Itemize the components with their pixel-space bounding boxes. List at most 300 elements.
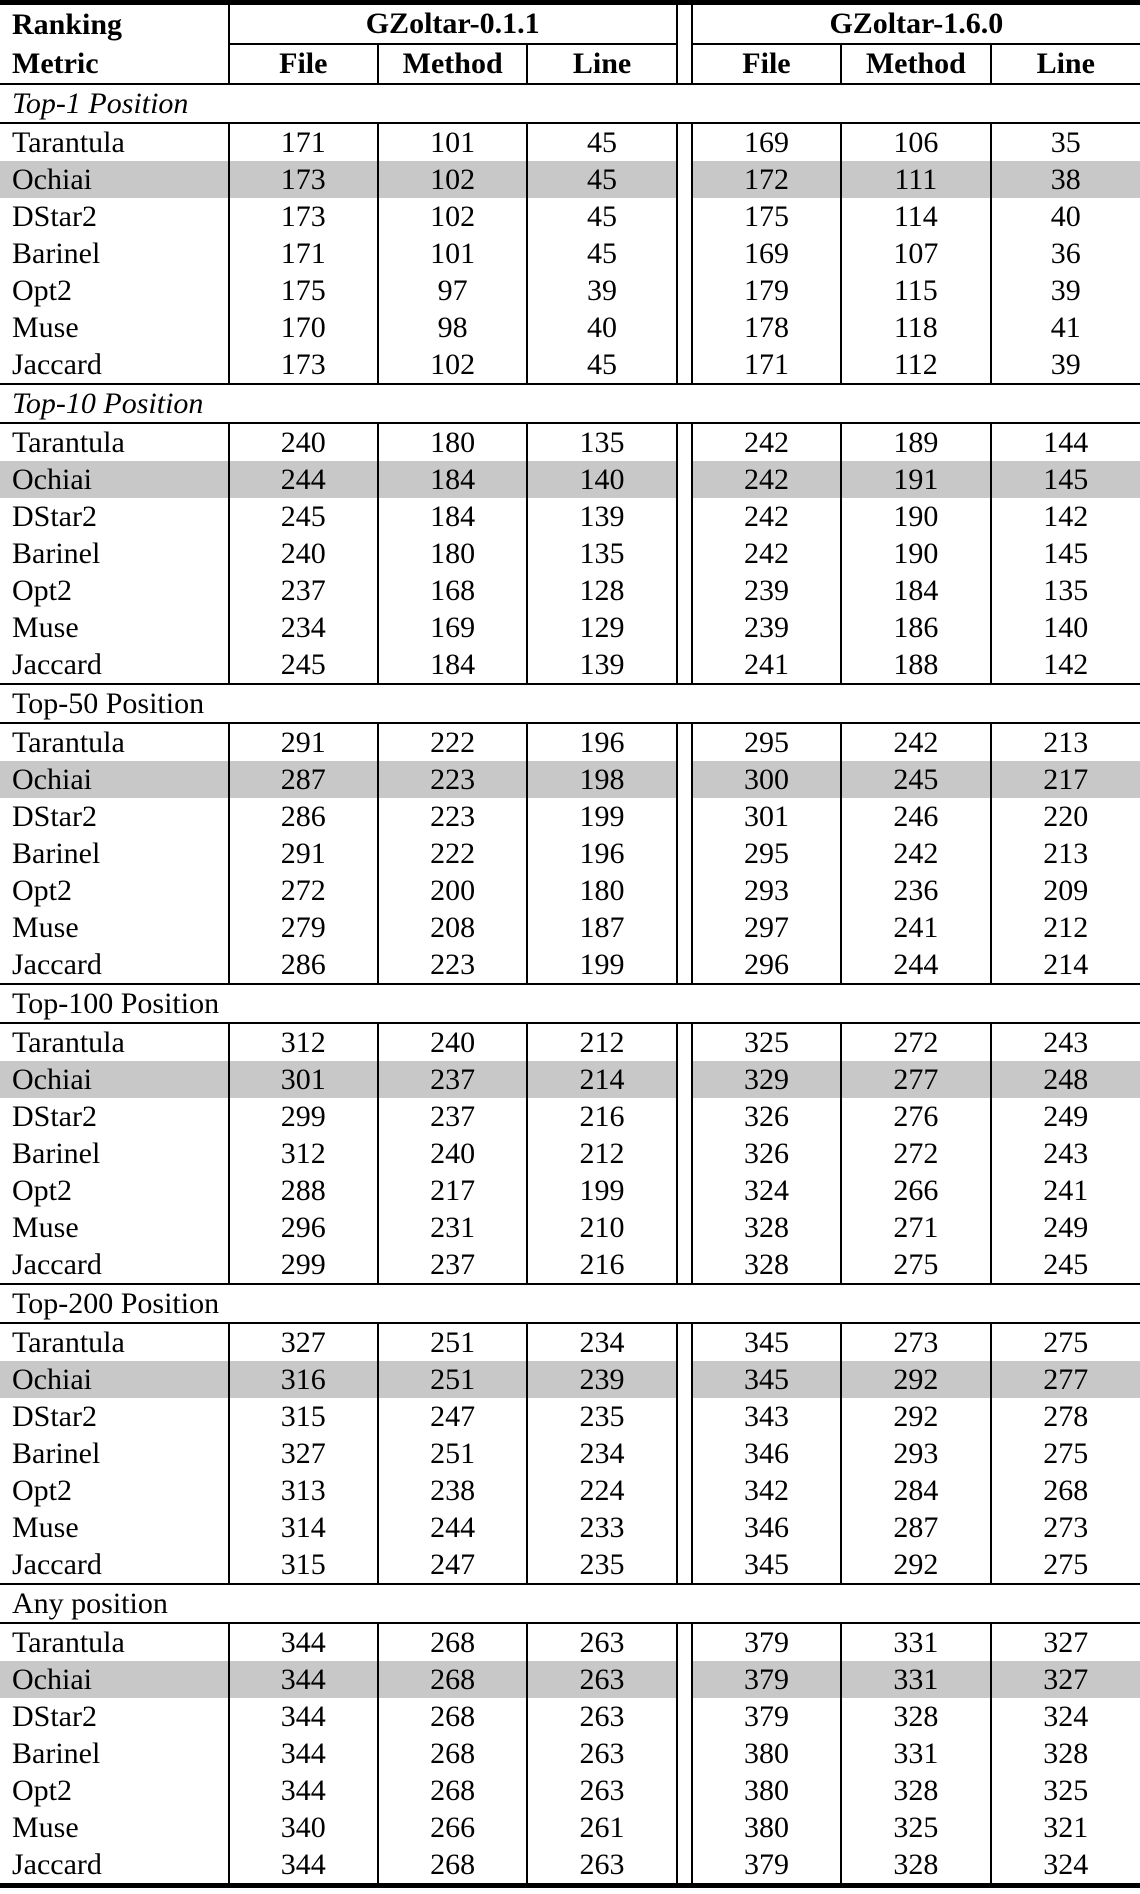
value-cell-gz011-method: 240 <box>378 1135 527 1172</box>
value-cell-gz160-method: 328 <box>841 1846 990 1886</box>
value-cell-gz160-method: 188 <box>841 646 990 684</box>
value-cell-gz160-line: 327 <box>991 1623 1140 1661</box>
value-cell-gz011-line: 263 <box>527 1846 676 1886</box>
value-cell-gz160-line: 275 <box>1043 1436 1089 1470</box>
value-cell-gz011-line: 263 <box>527 1623 676 1661</box>
table-row <box>0 535 1140 572</box>
value-cell-gz160-line: 275 <box>1043 1547 1089 1581</box>
table-row <box>0 946 1140 984</box>
value-cell-gz011-file: 234 <box>229 609 378 646</box>
value-cell-gz160-method: 118 <box>841 309 990 346</box>
table-row <box>0 423 1140 461</box>
value-cell-gz011-file: 344 <box>229 1661 378 1698</box>
table-divider <box>677 609 692 646</box>
table-row <box>0 309 1140 346</box>
value-cell-gz160-file: 379 <box>692 1623 841 1661</box>
value-cell-gz011-file: 288 <box>229 1172 378 1209</box>
value-cell-gz011-line: 263 <box>579 1736 625 1770</box>
value-cell-gz011-line: 45 <box>527 123 676 161</box>
value-cell-gz160-method: 242 <box>841 835 990 872</box>
header-divider <box>677 44 692 84</box>
value-cell-gz011-method: 184 <box>378 461 527 498</box>
value-cell-gz160-method: 292 <box>841 1546 990 1584</box>
section-title: Top-200 Position <box>0 1284 1140 1323</box>
value-cell-gz011-method: 222 <box>378 723 527 761</box>
value-cell-gz011-method: 180 <box>378 535 527 572</box>
value-cell-gz011-file: 287 <box>229 761 378 798</box>
value-cell-gz160-file: 326 <box>692 1135 841 1172</box>
value-cell-gz160-file: 242 <box>692 498 841 535</box>
value-cell-gz011-method: 268 <box>378 1661 527 1698</box>
table-row <box>0 723 1140 761</box>
value-cell-gz160-file: 172 <box>692 161 841 198</box>
value-cell-gz011-line: 216 <box>579 1099 625 1133</box>
section-header-row <box>0 984 1140 1023</box>
metric-name-cell: Tarantula <box>0 1623 229 1661</box>
table-divider <box>677 1135 692 1172</box>
value-cell-gz160-line: 249 <box>1043 1099 1089 1133</box>
value-cell-gz011-file: 299 <box>229 1246 378 1284</box>
table-divider <box>677 423 692 461</box>
value-cell-gz160-line: 241 <box>1043 1173 1089 1207</box>
table-row <box>0 1135 1140 1172</box>
table-divider <box>677 1661 692 1698</box>
metric-name-cell: Barinel <box>0 235 229 272</box>
value-cell-gz011-line: 263 <box>579 1699 625 1733</box>
value-cell-gz160-method: 107 <box>841 235 990 272</box>
table-divider <box>677 1509 692 1546</box>
table-divider <box>677 872 692 909</box>
section-header-row <box>0 384 1140 423</box>
value-cell-gz160-method: 287 <box>841 1509 990 1546</box>
header-row-groups <box>0 3 1140 45</box>
value-cell-gz011-file: 340 <box>229 1809 378 1846</box>
metric-name-cell: Ochiai <box>0 1361 229 1398</box>
value-cell-gz160-file: 325 <box>692 1023 841 1061</box>
value-cell-gz011-file: 240 <box>229 535 378 572</box>
value-cell-gz160-method: 273 <box>841 1323 990 1361</box>
value-cell-gz160-file: 324 <box>692 1172 841 1209</box>
value-cell-gz160-method: 241 <box>841 909 990 946</box>
value-cell-gz011-file: 173 <box>229 346 378 384</box>
value-cell-gz011-line: 263 <box>579 1773 625 1807</box>
header-col-method: Method <box>841 44 990 84</box>
value-cell-gz011-method: 200 <box>378 872 527 909</box>
table-row <box>0 1735 1140 1772</box>
table-row <box>0 1623 1140 1661</box>
section-header-row <box>0 84 1140 123</box>
table-row <box>0 461 1140 498</box>
value-cell-gz011-file: 286 <box>229 798 378 835</box>
table-row <box>0 646 1140 684</box>
value-cell-gz160-line: 277 <box>991 1361 1140 1398</box>
table-divider <box>677 572 692 609</box>
value-cell-gz160-file: 241 <box>692 646 841 684</box>
metric-name-cell: Barinel <box>0 1435 229 1472</box>
value-cell-gz160-line: 327 <box>991 1661 1140 1698</box>
value-cell-gz160-file: 343 <box>692 1398 841 1435</box>
table-divider <box>677 1772 692 1809</box>
value-cell-gz160-line: 324 <box>991 1846 1140 1886</box>
value-cell-gz160-line: 245 <box>1043 1247 1089 1281</box>
value-cell-gz011-method: 251 <box>378 1361 527 1398</box>
value-cell-gz011-line: 139 <box>579 499 625 533</box>
value-cell-gz160-file: 239 <box>692 572 841 609</box>
table-row <box>0 272 1140 309</box>
table-divider <box>677 272 692 309</box>
value-cell-gz160-method: 184 <box>841 572 990 609</box>
value-cell-gz011-line: 199 <box>579 947 625 981</box>
table-row <box>0 123 1140 161</box>
value-cell-gz011-method: 169 <box>378 609 527 646</box>
section-header-row <box>0 1284 1140 1323</box>
table-divider <box>677 646 692 684</box>
value-cell-gz011-line: 196 <box>527 723 676 761</box>
table-divider <box>677 723 692 761</box>
value-cell-gz011-file: 344 <box>229 1623 378 1661</box>
table-row <box>0 1435 1140 1472</box>
value-cell-gz011-line: 45 <box>587 199 618 233</box>
value-cell-gz011-file: 245 <box>229 646 378 684</box>
metric-name-cell: Barinel <box>0 535 229 572</box>
value-cell-gz160-method: 242 <box>841 723 990 761</box>
value-cell-gz011-method: 237 <box>378 1246 527 1284</box>
value-cell-gz160-file: 178 <box>692 309 841 346</box>
value-cell-gz160-method: 245 <box>841 761 990 798</box>
value-cell-gz160-method: 331 <box>841 1661 990 1698</box>
value-cell-gz160-file: 328 <box>692 1209 841 1246</box>
value-cell-gz011-file: 171 <box>229 123 378 161</box>
value-cell-gz160-line: 213 <box>1043 836 1089 870</box>
value-cell-gz011-line: 180 <box>579 873 625 907</box>
section-title: Top-100 Position <box>0 984 1140 1023</box>
value-cell-gz160-file: 345 <box>692 1361 841 1398</box>
value-cell-gz160-line: 145 <box>1043 536 1089 570</box>
table-row <box>0 161 1140 198</box>
table-divider <box>677 798 692 835</box>
value-cell-gz011-line: 45 <box>527 161 676 198</box>
table-divider <box>677 1323 692 1361</box>
value-cell-gz011-file: 316 <box>229 1361 378 1398</box>
metric-name-cell: Tarantula <box>0 123 229 161</box>
value-cell-gz011-line: 224 <box>579 1473 625 1507</box>
value-cell-gz160-line: 145 <box>991 461 1140 498</box>
value-cell-gz011-method: 247 <box>378 1546 527 1584</box>
value-cell-gz011-method: 266 <box>378 1809 527 1846</box>
table-divider <box>677 1061 692 1098</box>
table-row <box>0 609 1140 646</box>
value-cell-gz011-line: 135 <box>579 536 625 570</box>
value-cell-gz160-line: 243 <box>991 1023 1140 1061</box>
metric-name-cell: Muse <box>0 1809 229 1846</box>
value-cell-gz160-method: 186 <box>841 609 990 646</box>
value-cell-gz011-line: 239 <box>527 1361 676 1398</box>
table-divider <box>677 909 692 946</box>
value-cell-gz160-line: 214 <box>1043 947 1089 981</box>
value-cell-gz011-method: 101 <box>378 235 527 272</box>
header-col-method: Method <box>378 44 527 84</box>
metric-name-cell: Muse <box>0 1509 229 1546</box>
table-row <box>0 1661 1140 1698</box>
metric-name-cell: Jaccard <box>0 1246 229 1284</box>
value-cell-gz011-method: 102 <box>378 161 527 198</box>
value-cell-gz011-file: 173 <box>229 198 378 235</box>
value-cell-gz160-method: 331 <box>841 1623 990 1661</box>
value-cell-gz011-file: 291 <box>229 723 378 761</box>
value-cell-gz160-file: 169 <box>692 123 841 161</box>
value-cell-gz011-method: 240 <box>378 1023 527 1061</box>
value-cell-gz160-file: 242 <box>692 423 841 461</box>
table-row <box>0 1809 1140 1846</box>
value-cell-gz160-file: 297 <box>692 909 841 946</box>
header-ranking-label: Ranking <box>0 3 229 45</box>
value-cell-gz011-line: 210 <box>579 1210 625 1244</box>
table-divider <box>677 535 692 572</box>
value-cell-gz160-file: 239 <box>692 609 841 646</box>
value-cell-gz160-line: 140 <box>1043 610 1089 644</box>
value-cell-gz011-line: 196 <box>579 836 625 870</box>
value-cell-gz011-file: 344 <box>229 1772 378 1809</box>
value-cell-gz160-method: 328 <box>841 1772 990 1809</box>
metric-name-cell: Jaccard <box>0 346 229 384</box>
value-cell-gz160-file: 346 <box>692 1509 841 1546</box>
value-cell-gz011-method: 102 <box>378 198 527 235</box>
table-divider <box>677 1246 692 1284</box>
table-row <box>0 198 1140 235</box>
value-cell-gz160-file: 242 <box>692 461 841 498</box>
value-cell-gz160-file: 342 <box>692 1472 841 1509</box>
value-cell-gz011-file: 327 <box>229 1435 378 1472</box>
metric-name-cell: Barinel <box>0 1735 229 1772</box>
table-row <box>0 572 1140 609</box>
value-cell-gz160-method: 272 <box>841 1135 990 1172</box>
value-cell-gz011-method: 238 <box>378 1472 527 1509</box>
metric-name-cell: Ochiai <box>0 1661 229 1698</box>
value-cell-gz160-method: 266 <box>841 1172 990 1209</box>
value-cell-gz011-method: 251 <box>378 1323 527 1361</box>
value-cell-gz160-line: 275 <box>991 1323 1140 1361</box>
value-cell-gz011-file: 237 <box>229 572 378 609</box>
value-cell-gz011-file: 244 <box>229 461 378 498</box>
table-divider <box>677 346 692 384</box>
metric-name-cell: Jaccard <box>0 1846 229 1886</box>
value-cell-gz160-line: 36 <box>1050 236 1081 270</box>
header-col-file: File <box>229 44 378 84</box>
value-cell-gz011-file: 279 <box>229 909 378 946</box>
table-row <box>0 1098 1140 1135</box>
header-metric-label: Metric <box>0 44 229 84</box>
value-cell-gz011-method: 268 <box>378 1623 527 1661</box>
value-cell-gz011-line: 187 <box>579 910 625 944</box>
table-row <box>0 1172 1140 1209</box>
value-cell-gz160-line: 248 <box>991 1061 1140 1098</box>
value-cell-gz011-line: 216 <box>579 1247 625 1281</box>
value-cell-gz011-method: 244 <box>378 1509 527 1546</box>
metric-name-cell: Jaccard <box>0 946 229 984</box>
value-cell-gz160-method: 111 <box>841 161 990 198</box>
header-col-line: Line <box>572 47 632 80</box>
value-cell-gz160-file: 300 <box>692 761 841 798</box>
metric-name-cell: DStar2 <box>0 1698 229 1735</box>
value-cell-gz011-method: 268 <box>378 1772 527 1809</box>
value-cell-gz160-method: 292 <box>841 1361 990 1398</box>
section-title: Any position <box>0 1584 1140 1623</box>
value-cell-gz160-line: 135 <box>1043 573 1089 607</box>
value-cell-gz160-file: 293 <box>692 872 841 909</box>
value-cell-gz160-line: 142 <box>1043 499 1089 533</box>
value-cell-gz011-method: 268 <box>378 1846 527 1886</box>
value-cell-gz011-method: 98 <box>378 309 527 346</box>
value-cell-gz160-method: 244 <box>841 946 990 984</box>
value-cell-gz011-line: 212 <box>527 1023 676 1061</box>
value-cell-gz011-method: 237 <box>378 1098 527 1135</box>
value-cell-gz160-method: 272 <box>841 1023 990 1061</box>
table-divider <box>677 235 692 272</box>
value-cell-gz011-file: 344 <box>229 1698 378 1735</box>
value-cell-gz160-method: 191 <box>841 461 990 498</box>
value-cell-gz160-file: 295 <box>692 723 841 761</box>
value-cell-gz160-method: 331 <box>841 1735 990 1772</box>
table-row <box>0 1398 1140 1435</box>
value-cell-gz011-method: 237 <box>378 1061 527 1098</box>
value-cell-gz160-method: 190 <box>841 535 990 572</box>
value-cell-gz160-method: 115 <box>841 272 990 309</box>
value-cell-gz011-line: 235 <box>579 1547 625 1581</box>
value-cell-gz011-method: 217 <box>378 1172 527 1209</box>
value-cell-gz011-file: 296 <box>229 1209 378 1246</box>
value-cell-gz160-file: 175 <box>692 198 841 235</box>
value-cell-gz011-method: 101 <box>378 123 527 161</box>
value-cell-gz011-line: 233 <box>579 1510 625 1544</box>
section-title: Top-10 Position <box>0 384 1140 423</box>
value-cell-gz011-method: 251 <box>378 1435 527 1472</box>
value-cell-gz160-method: 277 <box>841 1061 990 1098</box>
table-row <box>0 1323 1140 1361</box>
metric-name-cell: Muse <box>0 909 229 946</box>
table-divider <box>677 1472 692 1509</box>
table-divider <box>677 1361 692 1398</box>
value-cell-gz011-file: 175 <box>229 272 378 309</box>
value-cell-gz011-line: 235 <box>579 1399 625 1433</box>
value-cell-gz160-line: 35 <box>991 123 1140 161</box>
metric-name-cell: Barinel <box>0 835 229 872</box>
value-cell-gz160-file: 380 <box>692 1809 841 1846</box>
value-cell-gz160-line: 144 <box>991 423 1140 461</box>
table-divider <box>677 1209 692 1246</box>
table-divider <box>677 1809 692 1846</box>
value-cell-gz160-file: 380 <box>692 1735 841 1772</box>
value-cell-gz160-file: 328 <box>692 1246 841 1284</box>
table-row <box>0 235 1140 272</box>
metric-name-cell: Opt2 <box>0 1472 229 1509</box>
metric-name-cell: DStar2 <box>0 798 229 835</box>
value-cell-gz160-method: 246 <box>841 798 990 835</box>
value-cell-gz011-file: 272 <box>229 872 378 909</box>
table-row <box>0 1772 1140 1809</box>
value-cell-gz011-line: 261 <box>579 1810 625 1844</box>
section-header-row <box>0 1584 1140 1623</box>
value-cell-gz011-method: 223 <box>378 761 527 798</box>
value-cell-gz011-file: 245 <box>229 498 378 535</box>
value-cell-gz160-line: 220 <box>1043 799 1089 833</box>
header-row-columns <box>0 44 1140 84</box>
table-divider <box>677 123 692 161</box>
metric-name-cell: DStar2 <box>0 1398 229 1435</box>
table-row <box>0 498 1140 535</box>
value-cell-gz011-line: 45 <box>587 347 618 381</box>
value-cell-gz011-method: 223 <box>378 798 527 835</box>
value-cell-gz160-method: 190 <box>841 498 990 535</box>
table-divider <box>677 761 692 798</box>
value-cell-gz160-file: 345 <box>692 1323 841 1361</box>
value-cell-gz160-method: 114 <box>841 198 990 235</box>
value-cell-gz160-method: 189 <box>841 423 990 461</box>
value-cell-gz160-file: 379 <box>692 1846 841 1886</box>
value-cell-gz160-method: 275 <box>841 1246 990 1284</box>
metric-name-cell: Muse <box>0 309 229 346</box>
value-cell-gz160-line: 328 <box>1043 1736 1089 1770</box>
value-cell-gz160-line: 273 <box>1043 1510 1089 1544</box>
value-cell-gz160-line: 212 <box>1043 910 1089 944</box>
value-cell-gz011-method: 168 <box>378 572 527 609</box>
value-cell-gz011-line: 199 <box>579 799 625 833</box>
value-cell-gz160-line: 278 <box>1043 1399 1089 1433</box>
metric-name-cell: Barinel <box>0 1135 229 1172</box>
table-row <box>0 1546 1140 1584</box>
metric-name-cell: Opt2 <box>0 1772 229 1809</box>
table-divider <box>677 461 692 498</box>
value-cell-gz160-file: 329 <box>692 1061 841 1098</box>
value-cell-gz011-line: 128 <box>579 573 625 607</box>
value-cell-gz160-line: 38 <box>991 161 1140 198</box>
metric-name-cell: Tarantula <box>0 1023 229 1061</box>
value-cell-gz160-method: 236 <box>841 872 990 909</box>
value-cell-gz011-file: 171 <box>229 235 378 272</box>
value-cell-gz160-file: 295 <box>692 835 841 872</box>
value-cell-gz011-method: 223 <box>378 946 527 984</box>
value-cell-gz160-method: 292 <box>841 1398 990 1435</box>
value-cell-gz011-line: 234 <box>527 1323 676 1361</box>
table-row <box>0 1023 1140 1061</box>
value-cell-gz011-file: 315 <box>229 1546 378 1584</box>
value-cell-gz160-method: 112 <box>841 346 990 384</box>
value-cell-gz160-line: 209 <box>1043 873 1089 907</box>
value-cell-gz011-method: 231 <box>378 1209 527 1246</box>
value-cell-gz011-file: 301 <box>229 1061 378 1098</box>
value-cell-gz011-method: 268 <box>378 1698 527 1735</box>
value-cell-gz011-method: 180 <box>378 423 527 461</box>
metric-name-cell: Opt2 <box>0 1172 229 1209</box>
table-row <box>0 1361 1140 1398</box>
table-divider <box>677 1623 692 1661</box>
section-title: Top-50 Position <box>0 684 1140 723</box>
value-cell-gz160-line: 243 <box>1043 1136 1089 1170</box>
header-col-line: Line <box>1036 47 1095 80</box>
value-cell-gz011-method: 268 <box>378 1735 527 1772</box>
value-cell-gz011-line: 212 <box>579 1136 625 1170</box>
value-cell-gz160-method: 271 <box>841 1209 990 1246</box>
table-row <box>0 1472 1140 1509</box>
section-header-row <box>0 684 1140 723</box>
value-cell-gz011-file: 313 <box>229 1472 378 1509</box>
table-row <box>0 1061 1140 1098</box>
metric-name-cell: Jaccard <box>0 646 229 684</box>
header-col-file: File <box>692 44 841 84</box>
value-cell-gz011-line: 234 <box>579 1436 625 1470</box>
header-divider <box>677 3 692 45</box>
metric-name-cell: Tarantula <box>0 1323 229 1361</box>
table-divider <box>677 1172 692 1209</box>
